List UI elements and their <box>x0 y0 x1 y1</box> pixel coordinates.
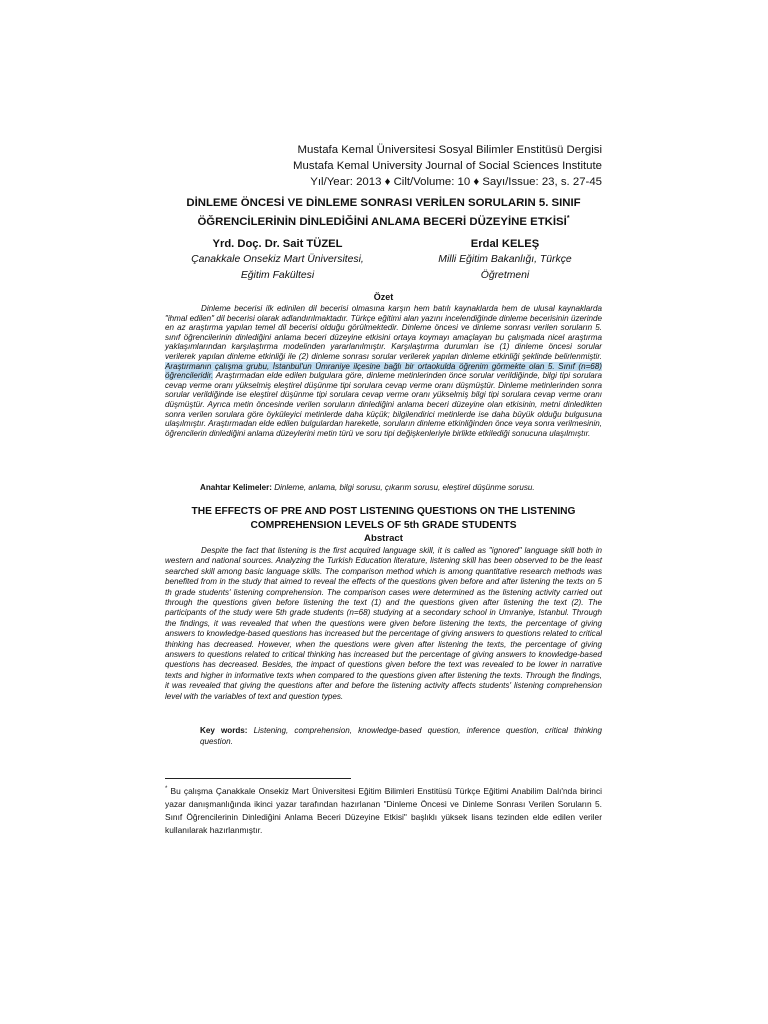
article-title <box>165 195 602 230</box>
author-affiliation: Çanakkale Onsekiz Mart Üniversitesi, <box>191 254 364 265</box>
title-line-2: ÖĞRENCİLERİNİN DİNLEDİĞİNİ ANLAMA BECERİ DÜZEYİNE ETKİSİ* <box>197 215 570 228</box>
footnote-mark: * <box>165 786 168 792</box>
journal-name-tr: Mustafa Kemal Üniversitesi Sosyal Bilimler Enstitüsü Dergisi <box>297 144 602 156</box>
author-2 <box>405 236 605 284</box>
author-affiliation: Öğretmeni <box>480 270 530 281</box>
journal-header <box>293 142 602 190</box>
english-keywords <box>200 726 602 747</box>
english-title-line-1: THE EFFECTS OF PRE AND POST LISTENING QUESTIONS ON THE LISTENING <box>191 506 576 517</box>
highlighted-text[interactable]: Araştırmanın çalışma grubu, İstanbul'un Ümraniye ilçesine bağlı bir ortaokulda öğrenim görmekte olan 5. Sınıf (n=68) öğrencileridir. <box>165 361 602 381</box>
title-line-1: DİNLEME ÖNCESİ VE DİNLEME SONRASI VERİLEN SORULARIN 5. SINIF <box>186 197 581 209</box>
ozet-heading: Özet <box>373 292 394 302</box>
abstract-text: Despite the fact that listening is the first acquired language skill, it is called as "ignored" language skill both in western and national sources. Analyzing the Turkish Education literature, listening skill has been observed to be the least searched skill among basic language skills. The comparison method which is among quantitative research methods was benefited from in the study that aimed to reveal the effects of the questions given before and after listening the texts on 5 th grade students' listening comprehension. The comparison cases were determined as the listening activity carried out through the questions given before listening the text (1) and the questions given after listening the text (2). The participants of the study were 5th grade students (n=68) studying at a secondary school in Umraniye, Istanbul. Through the findings, it was revealed that when the questions were given before listening the texts, the percentage of giving answers to knowledge-based questions has increased but the percentage of giving answers to questions related to critical thinking has decreased. However, when the questions were given after listening the texts, the percentage of giving answers to questions related to critical thinking has increased but the percentage of giving answers to knowledge-based questions has decreased. Besides, the impact of questions given before the text was revealed to be lower in narrative texts and higher in informative texts when compared to the questions given after listening the texts. Through the findings, it was revealed that giving the questions after and before the listening activity affects students' listening comprehension level with the variables of text and question types. <box>165 546 602 701</box>
keywords-label: Anahtar Kelimeler: <box>200 483 272 492</box>
author-name: Yrd. Doç. Dr. Sait TÜZEL <box>212 238 343 250</box>
english-title-line-2: COMPREHENSION LEVELS OF 5th GRADE STUDENTS <box>250 520 517 531</box>
keywords-text: Dinleme, anlama, bilgi sorusu, çıkarım sorusu, eleştirel düşünme sorusu. <box>274 483 535 492</box>
keywords-label-en: Key words: <box>200 726 248 735</box>
abstract-heading: Abstract <box>364 533 403 544</box>
abstract-body <box>165 546 602 702</box>
ozet-keywords <box>200 483 602 493</box>
ozet-text-continued: Araştırmadan elde edilen bulgulara göre, dinleme metinlerinden önce sorular verildiğinde, bilgi tipi sorulara cevap verme oranı yükselmiş eleştirel düşünme tipi sorulara cevap verme oranı düşmüştür. Dinleme metinlerinden sonra sorular verildiğinde ise eleştirel düşünme tipi sorulara cevap verme oranı yükselmiş bilgi tipi sorulara cevap verme oranı düşmüştür. Ayrıca metin öncesinde verilen soruların dinlediğini anlama beceri düzeyine olan etkisinin, metni dinledikten sonra verilen sorulara göre öyküleyici metinlerde daha küçük; bilgilendirici metinlerde ise daha büyük olduğu bulgusuna ulaşılmıştır. Araştırmadan elde edilen bulgulardan hareketle, soruların dinleme etkinliğinden önce veya sonra verilmesinin, öğrencilerin dinlediğini anlama düzeylerini metin türü ve soru tipi değişkenleriyle birlikte etkilediği sonucuna ulaşılmıştır. <box>165 371 602 438</box>
title-footnote-mark: * <box>566 215 570 222</box>
author-affiliation: Milli Eğitim Bakanlığı, Türkçe <box>438 254 572 265</box>
footnote-divider <box>165 778 351 779</box>
footnote-text: Bu çalışma Çanakkale Onsekiz Mart Üniversitesi Eğitim Bilimleri Enstitüsü Türkçe Eğitimi Anabilim Dalı'nda birinci yazar danışmanlığında ikinci yazar tarafından hazırlanan "Dinleme Öncesi ve Dinleme Sonrası Verilen Soruların 5. Sınıf Öğrencilerinin Dinlediğini Anlama Beceri Düzeyine Etkisi" başlıklı yüksek lisans tezinden elde edilen veriler kullanılarak hazırlanmıştır. <box>165 785 602 835</box>
author-name: Erdal KELEŞ <box>470 238 540 250</box>
keywords-text-en: Listening, comprehension, knowledge-based question, inference question, critical thinking question. <box>200 726 602 746</box>
ozet-body <box>165 304 602 438</box>
author-1 <box>165 236 390 284</box>
english-title <box>165 505 602 533</box>
author-affiliation: Eğitim Fakültesi <box>240 270 315 281</box>
journal-name-en: Mustafa Kemal University Journal of Social Sciences Institute <box>293 160 602 172</box>
journal-issue: Yıl/Year: 2013 ♦ Cilt/Volume: 10 ♦ Sayı/Issue: 23, s. 27-45 <box>310 176 602 188</box>
footnote <box>165 783 602 837</box>
ozet-text: Dinleme becerisi ilk edinilen dil becerisi olmasına karşın hem batılı kaynaklarda hem de ulusal kaynaklarda "ihmal edilen" dil becerisi olarak adlandırılmaktadır. Türkçe eğitimi alan yazını incelendiğinde dinleme becerisinin üzerinde en az araştırma yapılan temel dil becerisi olduğu görülmektedir. Dinleme öncesi ve dinleme sonrası verilen soruların 5. sınıf öğrencilerinin dinlediğini anlama beceri düzeyine etkisini ortaya koymayı amaçlayan bu çalışmada nicel araştırma yaklaşımlarından karşılaştırma modelinden yararlanılmıştır. Karşılaştırma durumları ise (1) dinleme öncesi sorular verilerek yapılan dinleme etkinliği ile (2) dinleme sonrası sorular verilerek yapılan dinleme etkinliği şeklinde belirlenmiştir. <box>165 304 602 361</box>
